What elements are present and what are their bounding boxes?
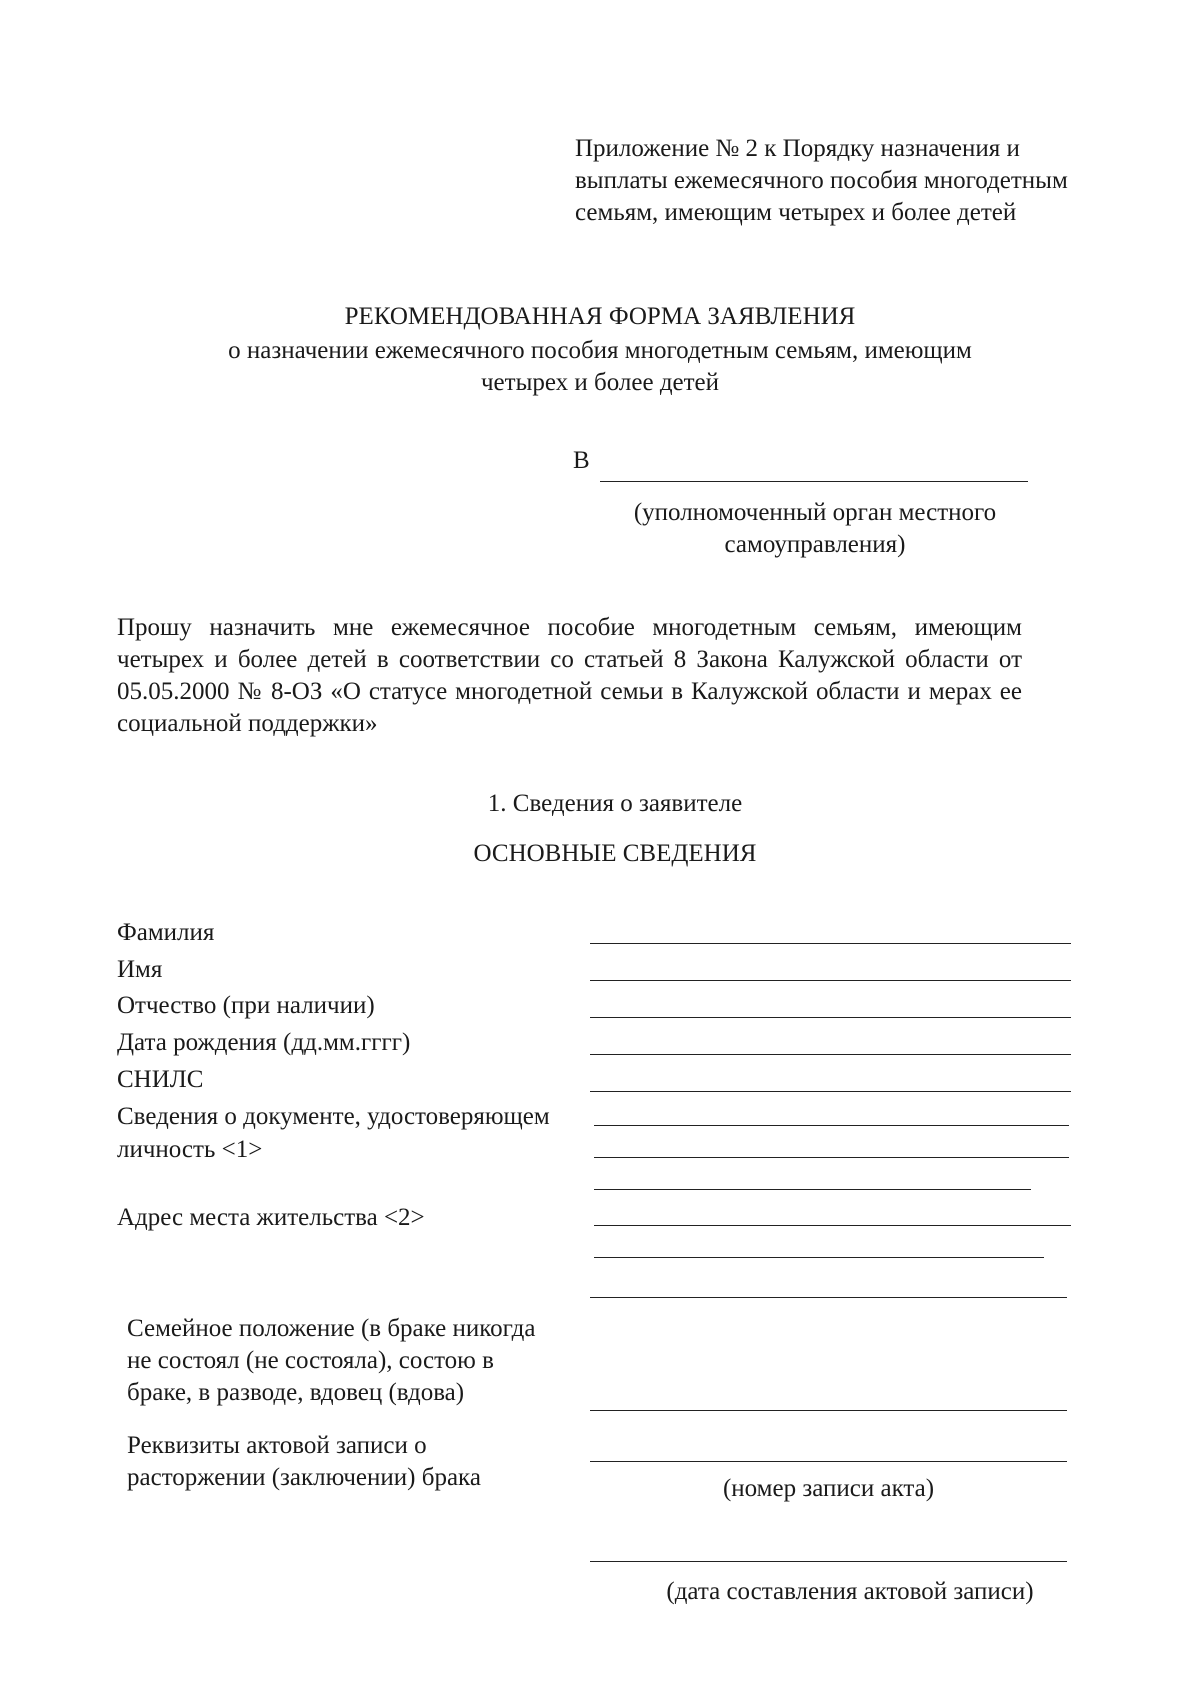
id-document-label-line-2: личность <1> [117, 1136, 263, 1163]
form-subtitle-line-2: четырех и более детей [480, 369, 720, 396]
id-document-label-line-1: Сведения о документе, удостоверяющем [117, 1103, 550, 1130]
birth-date-label: Дата рождения (дд.мм.гггг) [117, 1029, 411, 1056]
patronymic-label: Отчество (при наличии) [117, 992, 375, 1019]
marital-label-line-2: не состоял (не состояла), состою в [127, 1347, 494, 1374]
id-document-input-line-1[interactable] [594, 1125, 1069, 1126]
act-record-label-line-1: Реквизиты актовой записи о [127, 1432, 427, 1459]
name-label: Имя [117, 956, 163, 983]
section-title: 1. Сведения о заявителе [487, 790, 743, 817]
marital-label-line-3: браке, в разводе, вдовец (вдова) [127, 1379, 465, 1406]
address-input-line-2[interactable] [594, 1257, 1044, 1258]
recipient-caption [595, 497, 1035, 561]
appendix-line-2: выплаты ежемесячного пособия многодетным [575, 167, 1068, 194]
act-number-input-line[interactable] [590, 1461, 1067, 1462]
recipient-prefix: В [573, 447, 590, 474]
id-document-input-line-3[interactable] [594, 1189, 1031, 1190]
birth-date-input-line[interactable] [590, 1054, 1071, 1055]
request-paragraph: Прошу назначить мне ежемесячное пособие многодетным семьям, имеющим четырех и более детей в соответствии со статьей 8 Закона Калужской области от 05.05.2000 № 8-ОЗ «О статусе многодетной семьи в Калужской области и мерах ее социальной поддержки» [117, 614, 1022, 737]
address-input-line-3[interactable] [590, 1297, 1067, 1298]
address-input-line-1[interactable] [594, 1225, 1071, 1226]
form-subtitle-line-1: о назначении ежемесячного пособия многодетным семьям, имеющим [228, 337, 972, 364]
act-date-caption: (дата составления актовой записи) [666, 1578, 1034, 1605]
form-title: РЕКОМЕНДОВАННАЯ ФОРМА ЗАЯВЛЕНИЯ [344, 303, 856, 330]
surname-input-line[interactable] [590, 943, 1071, 944]
snils-label: СНИЛС [117, 1066, 204, 1093]
id-document-input-line-2[interactable] [594, 1157, 1069, 1158]
act-number-caption: (номер записи акта) [722, 1475, 935, 1502]
section-subtitle: ОСНОВНЫЕ СВЕДЕНИЯ [473, 840, 757, 867]
act-record-label-line-2: расторжении (заключении) брака [127, 1464, 481, 1491]
appendix-note [575, 133, 1115, 229]
address-label: Адрес места жительства <2> [117, 1204, 425, 1231]
patronymic-input-line[interactable] [590, 1017, 1071, 1018]
name-input-line[interactable] [590, 980, 1071, 981]
marital-status-input-line[interactable] [590, 1410, 1067, 1411]
snils-input-line[interactable] [590, 1091, 1071, 1092]
surname-label: Фамилия [117, 919, 215, 946]
marital-label-line-1: Семейное положение (в браке никогда [127, 1315, 536, 1342]
appendix-line-3: семьям, имеющим четырех и более детей [575, 199, 1017, 226]
recipient-caption-line-1: (уполномоченный орган местного [633, 499, 997, 526]
recipient-caption-line-2: самоуправления) [724, 531, 906, 558]
act-date-input-line[interactable] [590, 1561, 1067, 1562]
appendix-line-1: Приложение № 2 к Порядку назначения и [575, 135, 1020, 162]
recipient-input-line[interactable] [600, 481, 1028, 482]
